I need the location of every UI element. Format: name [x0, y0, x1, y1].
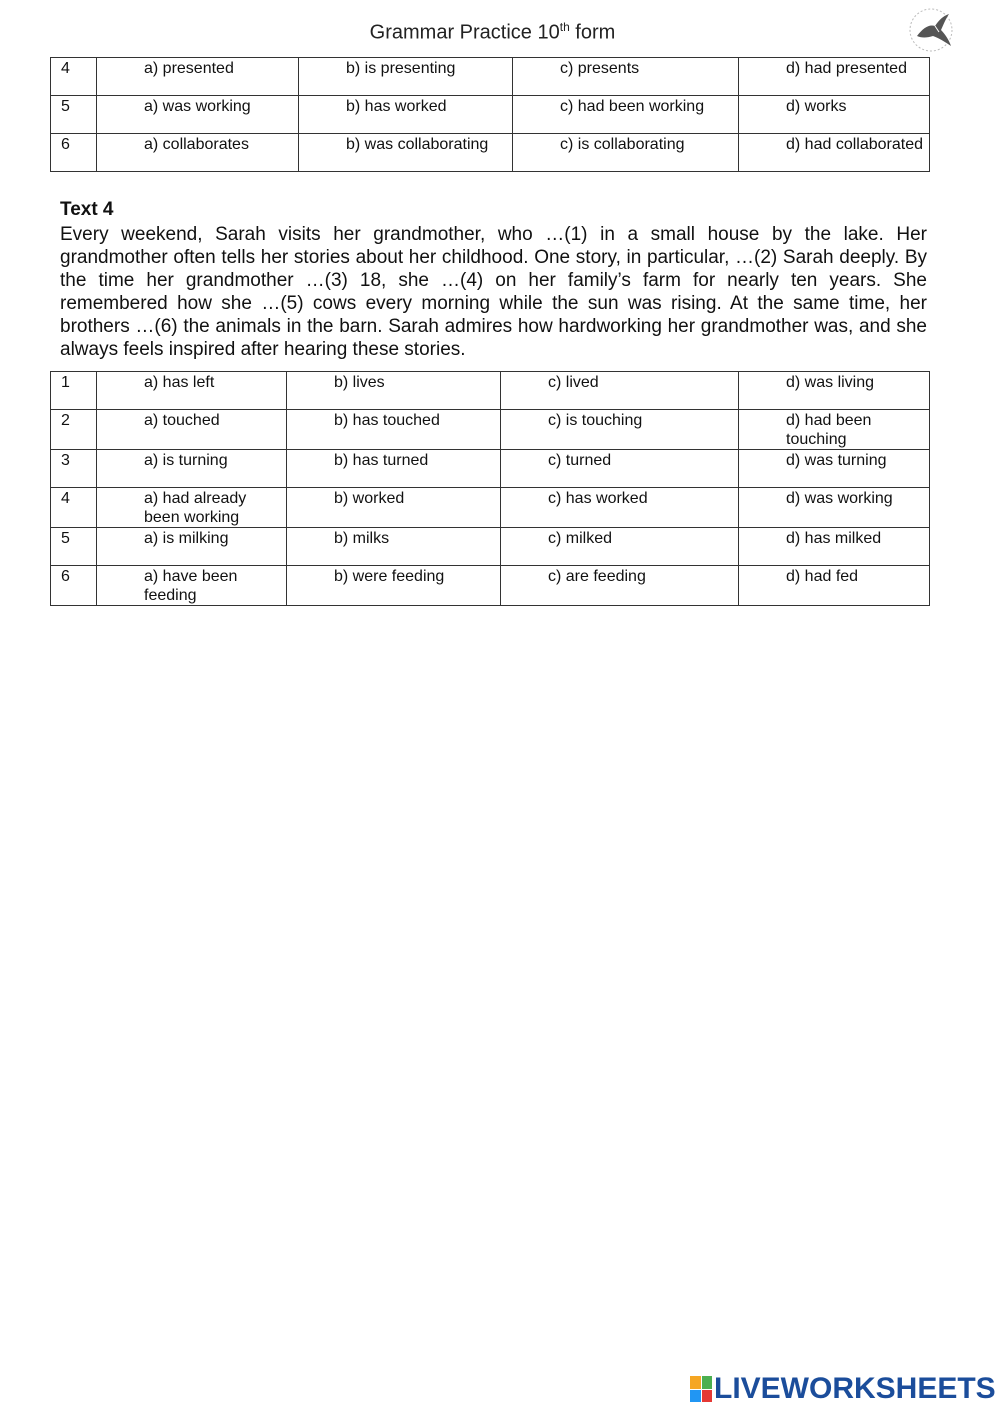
option-d: d) has milked	[739, 528, 930, 566]
option-b: b) has touched	[287, 410, 501, 450]
option-a: a) have been feeding	[97, 566, 287, 606]
table-row	[51, 134, 930, 172]
badge-square-2	[702, 1376, 713, 1389]
option-a: a) presented	[97, 58, 299, 96]
question-number: 4	[51, 58, 97, 96]
option-b: b) milks	[287, 528, 501, 566]
liveworksheets-logo-icon	[690, 1376, 712, 1402]
option-c: c) has worked	[501, 488, 739, 528]
option-d: d) had collaborated	[739, 134, 930, 172]
option-d: d) works	[739, 96, 930, 134]
option-b: b) worked	[287, 488, 501, 528]
badge-square-1	[690, 1376, 701, 1389]
option-d: d) had fed	[739, 566, 930, 606]
table-row	[51, 488, 930, 528]
option-a: a) has left	[97, 372, 287, 410]
table-row	[51, 566, 930, 606]
option-a: a) is milking	[97, 528, 287, 566]
answer-table-bottom	[50, 371, 930, 606]
badge-square-4	[702, 1390, 713, 1403]
table-row	[51, 528, 930, 566]
bird-emblem-icon	[905, 6, 957, 54]
option-a: a) touched	[97, 410, 287, 450]
question-number: 6	[51, 134, 97, 172]
title-superscript: th	[559, 20, 570, 34]
option-c: c) lived	[501, 372, 739, 410]
option-b: b) is presenting	[299, 58, 513, 96]
option-c: c) presents	[513, 58, 739, 96]
question-number: 2	[51, 410, 97, 450]
title-main: Grammar Practice 10	[369, 21, 560, 44]
option-c: c) is touching	[501, 410, 739, 450]
badge-square-3	[690, 1390, 701, 1403]
text-heading: Text 4	[60, 199, 114, 220]
question-number: 5	[51, 528, 97, 566]
option-c: c) are feeding	[501, 566, 739, 606]
option-a: a) was working	[97, 96, 299, 134]
question-number: 6	[51, 566, 97, 606]
option-c: c) had been working	[513, 96, 739, 134]
option-b: b) has worked	[299, 96, 513, 134]
question-number: 5	[51, 96, 97, 134]
table-row	[51, 58, 930, 96]
option-d: d) was working	[739, 488, 930, 528]
option-b: b) were feeding	[287, 566, 501, 606]
option-d: d) was living	[739, 372, 930, 410]
answer-table-top	[50, 57, 930, 172]
option-b: b) lives	[287, 372, 501, 410]
table-row	[51, 372, 930, 410]
option-d: d) had presented	[739, 58, 930, 96]
option-a: a) is turning	[97, 450, 287, 488]
page-title	[0, 20, 985, 45]
question-number: 4	[51, 488, 97, 528]
option-b: b) was collaborating	[299, 134, 513, 172]
table-row	[51, 96, 930, 134]
option-d: d) had been touching	[739, 410, 930, 450]
table-row	[51, 410, 930, 450]
liveworksheets-logo	[690, 1374, 996, 1404]
table-row	[51, 450, 930, 488]
question-number: 3	[51, 450, 97, 488]
option-c: c) turned	[501, 450, 739, 488]
reading-passage: Every weekend, Sarah visits her grandmother, who …(1) in a small house by the lake. Her grandmother often tells her stories about her childhood. One story, in particular, …(2) Sarah deeply. By the time her grandmother …(3) 18, she …(4) on her family’s farm for nearly ten years. She remembered how she …(5) cows every morning while the sun was rising. At the same time, her brothers …(6) the animals in the barn. Sarah admires how hardworking her grandmother was, and she always feels inspired after hearing these stories.	[60, 224, 927, 360]
option-c: c) is collaborating	[513, 134, 739, 172]
option-b: b) has turned	[287, 450, 501, 488]
option-a: a) had already been working	[97, 488, 287, 528]
question-number: 1	[51, 372, 97, 410]
option-d: d) was turning	[739, 450, 930, 488]
brand-name: LIVEWORKSHEETS	[714, 1372, 996, 1405]
option-a: a) collaborates	[97, 134, 299, 172]
title-end: form	[569, 21, 616, 44]
option-c: c) milked	[501, 528, 739, 566]
